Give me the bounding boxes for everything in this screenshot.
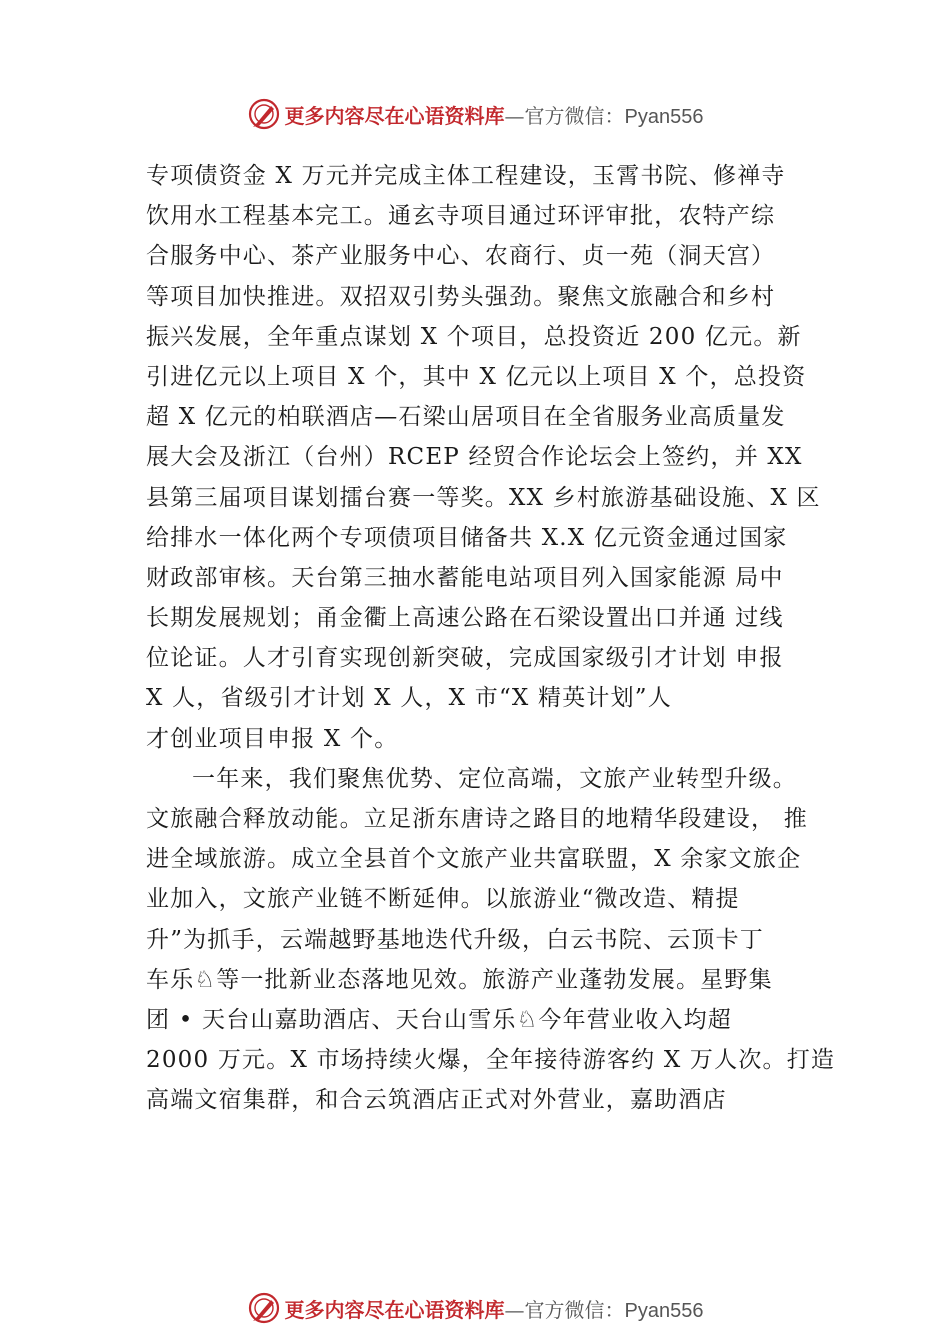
body-line: 超 X 亿元的柏联酒店—石梁山居项目在全省服务业高质量发 [146, 404, 786, 431]
body-line: 县第三届项目谋划擂台赛一等奖。XX 乡村旅游基础设施、X 区 [146, 484, 821, 511]
banner-wechat-label: —官方微信： [504, 103, 625, 128]
body-line: 等项目加快推进。双招双引势头强劲。聚焦文旅融合和乡村 [146, 283, 776, 310]
brand-logo-icon [247, 97, 281, 131]
body-line: 长期发展规划；甬金衢上高速公路在石梁设置出口并通 过线 [146, 605, 784, 632]
body-line: 2000 万元。X 市场持续火爆，全年接待游客约 X 万人次。打造 [146, 1047, 836, 1074]
body-line: 业加入，文旅产业链不断延伸。以旅游业“微改造、精提 [146, 886, 740, 913]
body-line: 引进亿元以上项目 X 个，其中 X 亿元以上项目 X 个，总投资 [146, 363, 807, 390]
banner-brand-text: 更多内容尽在心语资料库 [284, 103, 505, 128]
body-line: 专项债资金 X 万元并完成主体工程建设，玉霄书院、修禅寺 [146, 163, 786, 189]
banner-wechat-id: Pyan556 [624, 1299, 704, 1322]
body-line: 团 • 天台山嘉助酒店、天台山雪乐♘今年营业收入均超 [146, 1006, 733, 1033]
banner-brand-text: 更多内容尽在心语资料库 [284, 1297, 505, 1322]
brand-logo-icon [247, 1291, 281, 1325]
paragraph-start-line: 一年来，我们聚焦优势、定位高端，文旅产业转型升级。 [192, 765, 797, 792]
body-line: 位论证。人才引育实现创新突破，完成国家级引才计划 申报 [146, 645, 784, 672]
footer-banner [0, 1288, 950, 1328]
body-line: X 人，省级引才计划 X 人，X 市“X 精英计划”人 [146, 685, 672, 712]
body-line: 才创业项目申报 X 个。 [146, 725, 399, 752]
document-body [146, 156, 836, 1121]
banner-wechat-label: —官方微信： [504, 1297, 625, 1322]
body-line: 合服务中心、茶产业服务中心、农商行、贞一苑（洞天宫） [146, 243, 776, 270]
banner-wechat-id: Pyan556 [624, 105, 704, 128]
body-line: 高端文宿集群，和合云筑酒店正式对外营业，嘉助酒店 [146, 1087, 727, 1114]
body-line: 进全域旅游。成立全县首个文旅产业共富联盟，X 余家文旅企 [146, 846, 802, 873]
body-line: 财政部审核。天台第三抽水蓄能电站项目列入国家能源 局中 [146, 564, 784, 591]
banner-text [285, 1294, 704, 1323]
body-line: 展大会及浙江（台州）RCEP 经贸合作论坛会上签约，并 XX [146, 444, 803, 471]
body-line: 饮用水工程基本完工。通玄寺项目通过环评审批，农特产综 [146, 203, 776, 230]
body-line: 给排水一体化两个专项债项目储备共 X.X 亿元资金通过国家 [146, 524, 788, 551]
header-banner [0, 94, 950, 134]
body-line: 文旅融合释放动能。立足浙东唐诗之路目的地精华段建设， 推 [146, 806, 808, 832]
body-line: 车乐♘等一批新业态落地见效。旅游产业蓬勃发展。星野集 [146, 966, 773, 993]
body-line: 升”为抓手，云端越野基地迭代升级，白云书院、云顶卡丁 [146, 926, 764, 953]
banner-text [285, 100, 704, 129]
body-line: 振兴发展，全年重点谋划 X 个项目，总投资近 200 亿元。新 [146, 323, 802, 350]
